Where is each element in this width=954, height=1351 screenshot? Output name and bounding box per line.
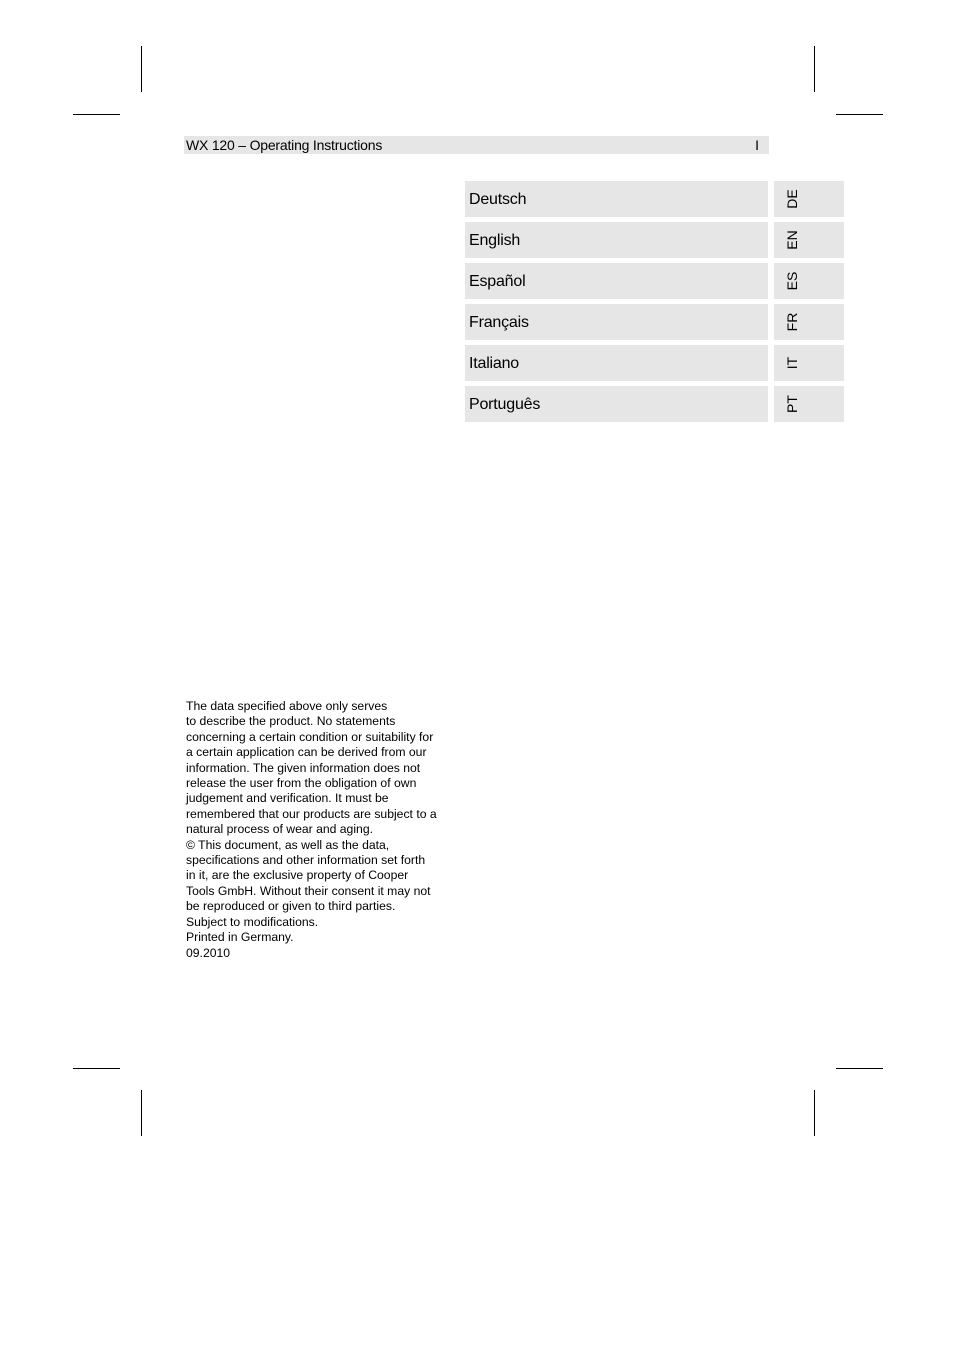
language-tab-it[interactable] <box>774 345 844 381</box>
crop-mark-bottom-right-vertical <box>814 1090 815 1136</box>
language-row-pt <box>465 386 844 422</box>
document-title: WX 120 – Operating Instructions <box>186 137 383 153</box>
language-row-it <box>465 345 844 381</box>
language-name: Italiano <box>469 355 519 372</box>
language-link-deutsch[interactable] <box>465 181 768 217</box>
header-bar <box>184 136 769 154</box>
language-code: ES <box>784 271 800 291</box>
language-name: Español <box>469 273 526 290</box>
disclaimer-line: The data specified above only serves <box>186 699 388 713</box>
language-code: FR <box>784 312 800 332</box>
page-marker: I <box>755 137 759 153</box>
crop-mark-bottom-right-horizontal <box>836 1068 883 1069</box>
copyright-line: specifications and other information set forth <box>186 853 426 868</box>
language-link-english[interactable] <box>465 222 768 258</box>
copyright-line: be reproduced or given to third parties. <box>186 899 396 914</box>
disclaimer-line: concerning a certain condition or suitability for <box>186 729 434 744</box>
language-link-francais[interactable] <box>465 304 768 340</box>
modifications-note: Subject to modifications. <box>186 914 319 929</box>
crop-mark-top-right-vertical <box>814 46 815 92</box>
language-tab-en[interactable] <box>774 222 844 258</box>
language-code: EN <box>784 230 800 250</box>
print-date: 09.2010 <box>186 945 231 960</box>
copyright-line: © This document, as well as the data, <box>186 837 390 852</box>
disclaimer-line: release the user from the obligation of own <box>186 776 417 791</box>
language-code: DE <box>784 189 800 209</box>
language-row-de <box>465 181 844 217</box>
language-row-en <box>465 222 844 258</box>
language-row-fr <box>465 304 844 340</box>
language-row-es <box>465 263 844 299</box>
disclaimer-line: information. The given information does not <box>186 760 421 775</box>
language-index <box>465 181 844 427</box>
language-link-italiano[interactable] <box>465 345 768 381</box>
disclaimer-line: a certain application can be derived from our <box>186 745 427 760</box>
crop-mark-top-left-vertical <box>141 46 142 92</box>
printed-in-note: Printed in Germany. <box>186 930 294 945</box>
language-code: IT <box>784 356 800 370</box>
language-tab-es[interactable] <box>774 263 844 299</box>
language-tab-pt[interactable] <box>774 386 844 422</box>
language-tab-de[interactable] <box>774 181 844 217</box>
crop-mark-top-left-horizontal <box>73 114 120 115</box>
crop-mark-bottom-left-horizontal <box>73 1068 120 1069</box>
language-name: Português <box>469 396 541 413</box>
disclaimer-line: judgement and verification. It must be <box>186 791 389 806</box>
crop-mark-bottom-left-vertical <box>141 1090 142 1136</box>
crop-mark-top-right-horizontal <box>836 114 883 115</box>
language-name: Français <box>469 314 529 331</box>
copyright-line: in it, are the exclusive property of Cooper <box>186 868 409 883</box>
language-link-portugues[interactable] <box>465 386 768 422</box>
language-link-espanol[interactable] <box>465 263 768 299</box>
disclaimer-line: to describe the product. No statements <box>186 714 396 729</box>
language-code: PT <box>784 395 800 413</box>
disclaimer-line: remembered that our products are subject to a <box>186 806 437 821</box>
copyright-line: Tools GmbH. Without their consent it may not <box>186 883 431 898</box>
legal-disclaimer <box>186 699 458 961</box>
language-name: Deutsch <box>469 191 527 208</box>
disclaimer-line: natural process of wear and aging. <box>186 822 373 837</box>
language-tab-fr[interactable] <box>774 304 844 340</box>
language-name: English <box>469 232 521 249</box>
